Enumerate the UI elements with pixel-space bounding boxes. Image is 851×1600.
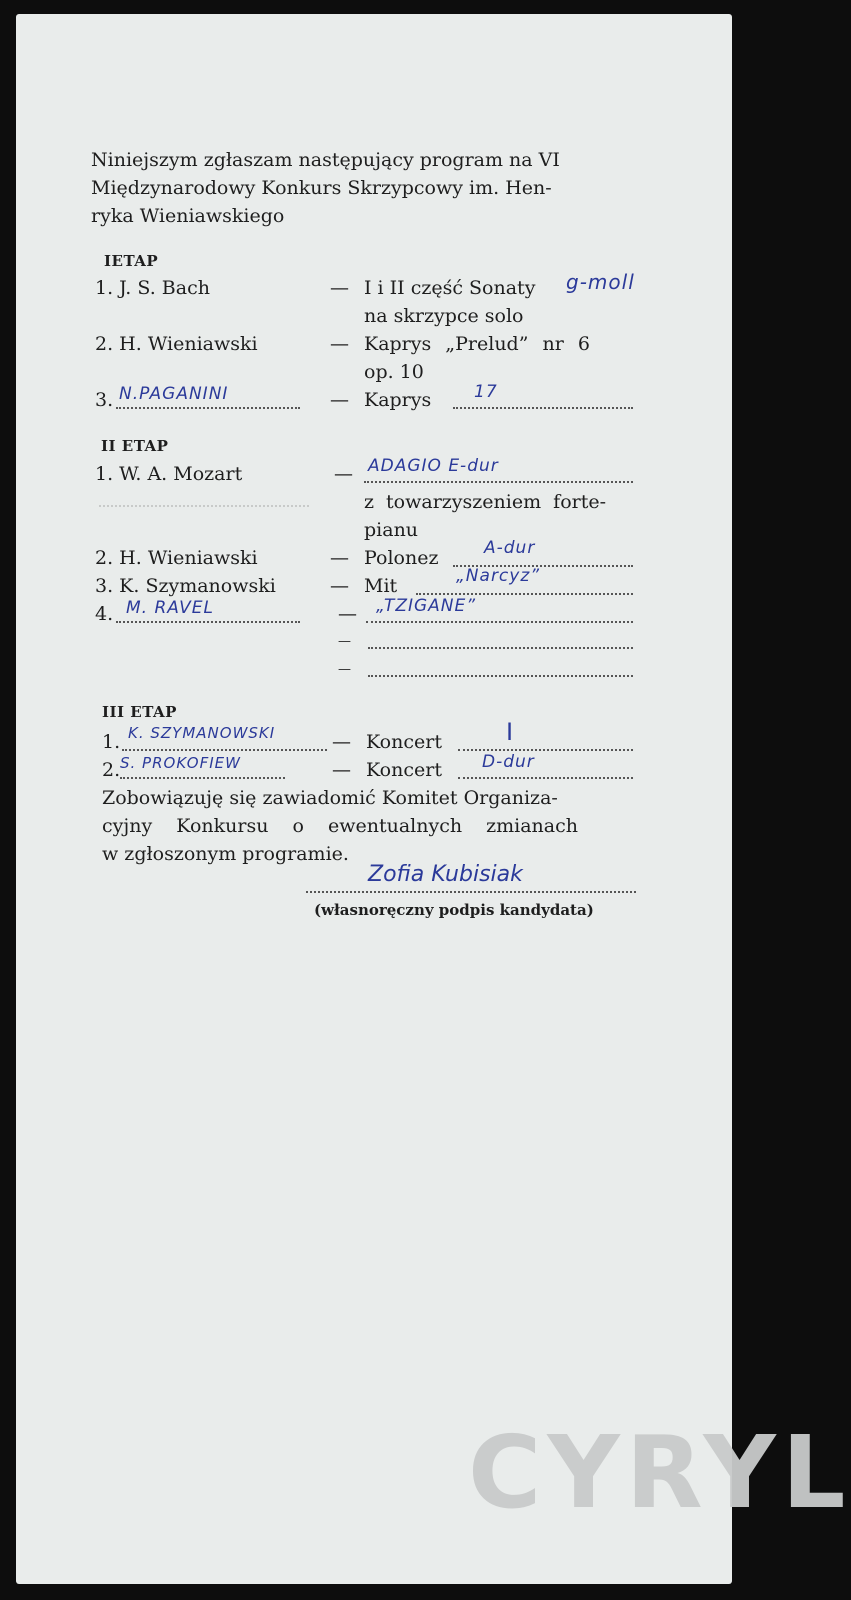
etap3-item2-dash: — [332,759,351,781]
etap2-item1-dash: — [334,463,353,485]
intro-line-3: ryka Wieniawskiego [91,205,285,227]
etap2-item4-composer-handwritten: M. RAVEL [126,598,214,618]
etap1-item3-value-line [453,407,633,409]
etap1-item1-work: I i II część Sonaty [364,277,536,299]
etap2-extra-line-1 [368,647,633,649]
etap2-item1-value-line [364,481,633,483]
etap2-item3-work: Mit [364,575,398,597]
etap3-item1-dash: — [332,731,351,753]
etap3-item2-num: 2. [102,759,121,781]
etap1-item1-dash: — [330,277,349,299]
etap2-item4-value-line [366,621,633,623]
etap1-item3-composer-line [116,407,300,409]
closing-line-3: w zgłoszonym programie. [102,843,349,865]
etap2-extra-line-2 [368,675,633,677]
etap1-item3-handwritten: 17 [474,382,498,402]
etap2-item4-dash: — [338,603,357,625]
etap1-item3-composer-handwritten: N.PAGANINI [119,384,229,404]
etap3-item1-num: 1. [102,731,121,753]
etap1-item1-composer: 1. J. S. Bach [95,277,210,299]
signature-line [306,891,636,893]
etap2-item3-dash: — [330,575,349,597]
etap2-extra-dash-2: — [338,662,351,677]
etap1-item1-cont: na skrzypce solo [364,305,524,327]
etap1-item2-work: Kaprys „Prelud” nr 6 [364,333,590,355]
etap2-item4-num: 4. [95,603,114,625]
etap2-item2-composer: 2. H. Wieniawski [95,547,258,569]
intro-line-1: Niniejszym zgłaszam następujący program na VI [91,149,560,171]
etap3-item2-composer-line [120,777,285,779]
etap1-item3-work: Kaprys [364,389,432,411]
form-page [16,14,851,1584]
etap1-item3-num: 3. [95,389,114,411]
etap2-item3-composer: 3. K. Szymanowski [95,575,276,597]
etap2-item1-cont2: pianu [364,519,419,541]
etap2-item1-composer: 1. W. A. Mozart [95,463,243,485]
etap3-item1-composer-handwritten: K. SZYMANOWSKI [128,724,276,742]
etap3-item1-work: Koncert [366,731,442,753]
cyryl-watermark-logo: CYRYL [468,1414,851,1531]
etap2-item3-value-line [416,593,633,595]
etap3-item1-handwritten: I [506,718,515,746]
etap2-item2-dash: — [330,547,349,569]
etap2-item4-composer-line [116,621,300,623]
etap3-item2-value-line [458,777,633,779]
etap2-item1-cont1: z towarzyszeniem forte- [364,491,607,513]
etap2-item3-handwritten: „Narcyz” [456,566,541,586]
intro-line-2: Międzynarodowy Konkurs Skrzypcowy im. Hen- [91,177,552,199]
etap1-item2-composer: 2. H. Wieniawski [95,333,258,355]
etap1-header: IETAP [104,252,159,270]
etap3-item2-handwritten: D-dur [482,752,535,772]
etap1-item2-dash: — [330,333,349,355]
etap2-header: II ETAP [101,437,169,455]
signature-caption: (własnoręczny podpis kandydata) [314,901,594,919]
etap2-item4-handwritten: „TZIGANE” [376,596,477,616]
etap2-faint-line [99,505,309,507]
etap2-item1-handwritten: ADAGIO E-dur [368,456,499,476]
signature-handwritten: Zofia Kubisiak [368,862,523,887]
etap3-item2-work: Koncert [366,759,442,781]
etap3-item2-composer-handwritten: S. PROKOFIEW [120,754,241,772]
etap2-item2-handwritten: A-dur [484,538,536,558]
etap3-header: III ETAP [102,703,177,721]
closing-line-1: Zobowiązuję się zawiadomić Komitet Organiza- [102,787,558,809]
etap3-item1-value-line [458,749,633,751]
etap1-item1-handwritten: g-moll [566,270,635,294]
etap3-item1-composer-line [122,749,327,751]
etap2-item2-work: Polonez [364,547,439,569]
etap2-extra-dash-1: — [338,634,351,649]
closing-line-2: cyjny Konkursu o ewentualnych zmianach [102,815,579,837]
etap1-item3-dash: — [330,389,349,411]
etap1-item2-cont: op. 10 [364,361,424,383]
